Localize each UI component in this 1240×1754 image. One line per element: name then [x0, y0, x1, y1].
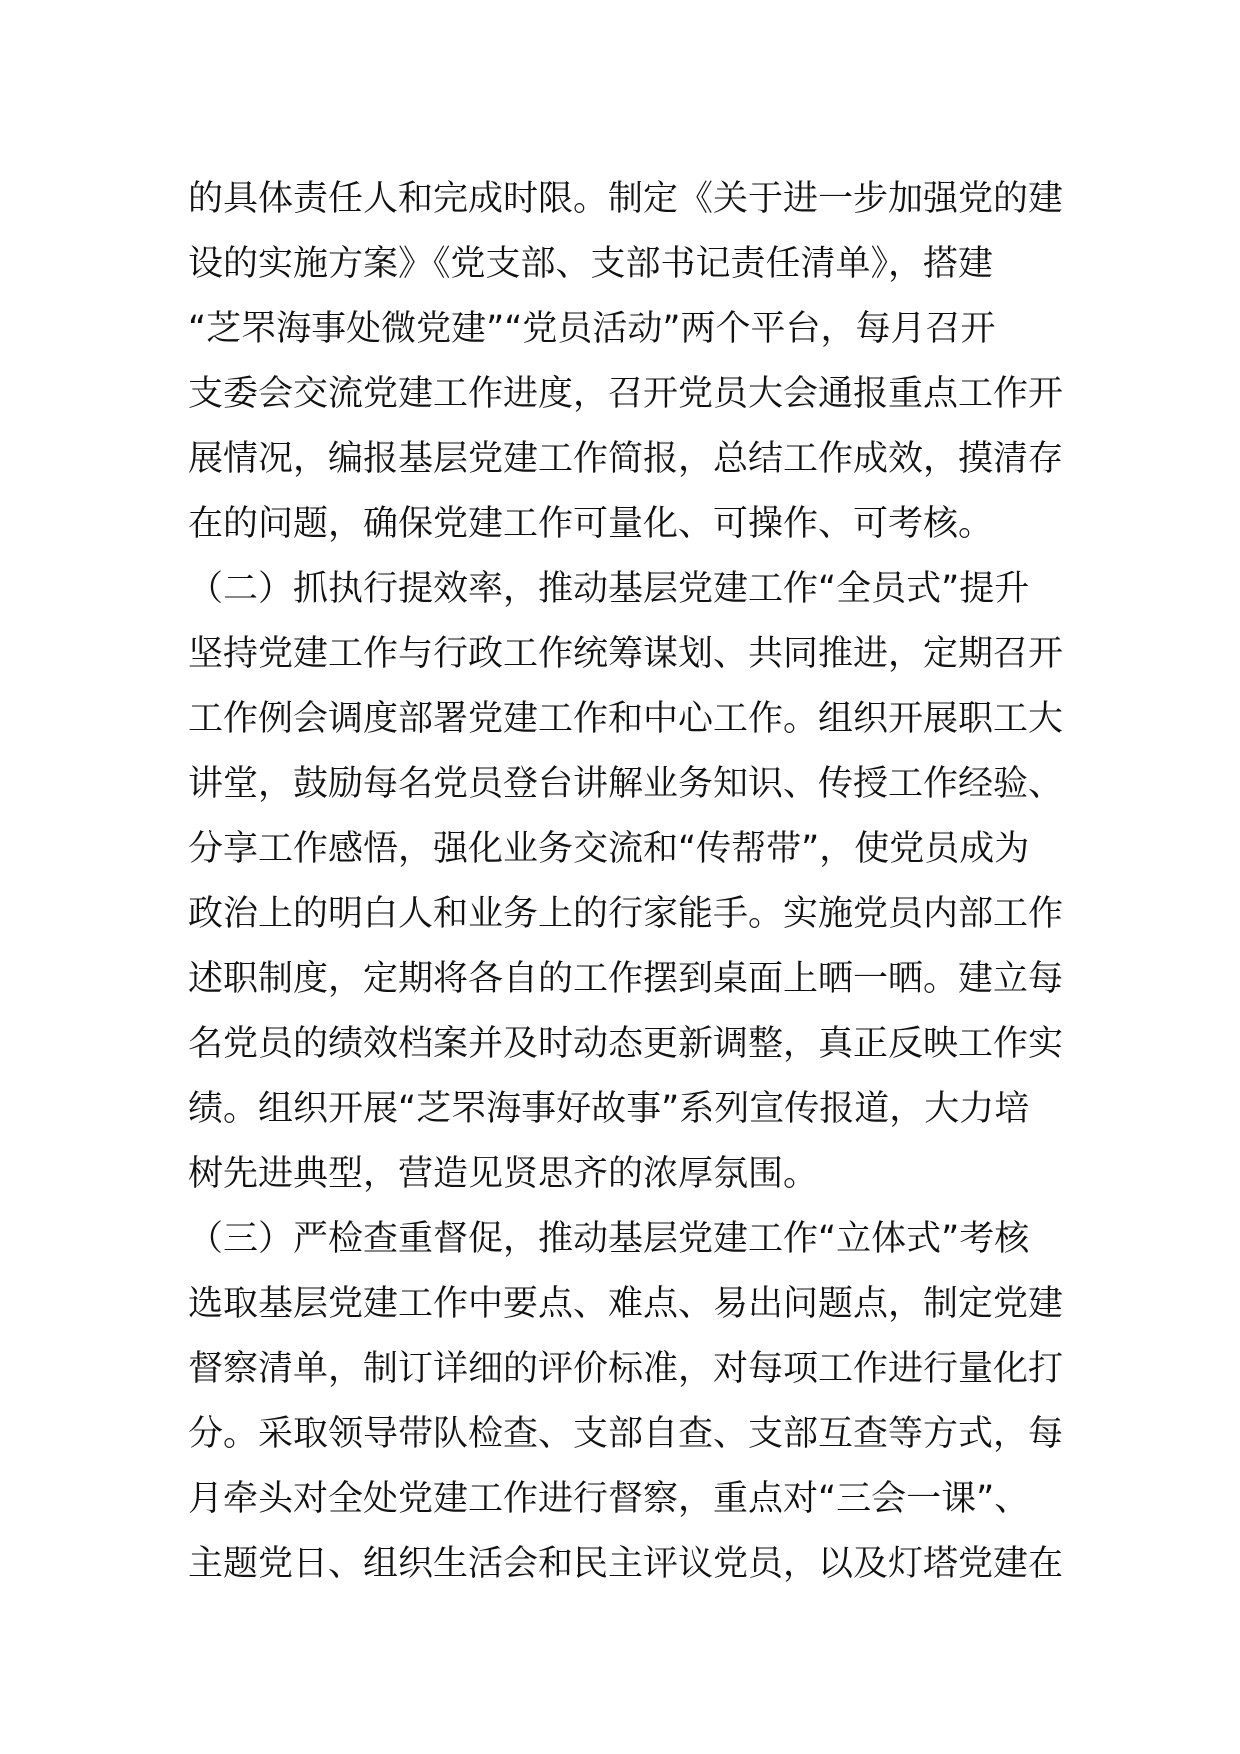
text-line: 的具体责任人和完成时限。制定《关于进一步加强党的建 — [188, 179, 1064, 219]
text-line: 坚持党建工作与行政工作统筹谋划、共同推进，定期召开 — [188, 634, 1064, 674]
text-line: 讲堂，鼓励每名党员登台讲解业务知识、传授工作经验、 — [188, 764, 1064, 804]
text-line: 设的实施方案》《党支部、支部书记责任清单》，搭建 — [188, 244, 994, 284]
text-line: 绩。组织开展“芝罘海事好故事”系列宣传报道，大力培 — [188, 1089, 1030, 1129]
text-line: 名党员的绩效档案并及时动态更新调整，真正反映工作实 — [188, 1024, 1064, 1064]
text-line: 展情况，编报基层党建工作简报，总结工作成效，摸清存 — [188, 439, 1064, 479]
section-heading: （三）严检查重督促，推动基层党建工作“立体式”考核 — [188, 1219, 1030, 1259]
text-line: “芝罘海事处微党建”“党员活动”两个平台，每月召开 — [188, 309, 996, 349]
text-line: 分享工作感悟，强化业务交流和“传帮带”，使党员成为 — [188, 829, 1030, 869]
text-line: 月牵头对全处党建工作进行督察，重点对“三会一课”、 — [188, 1479, 1030, 1519]
text-line: 工作例会调度部署党建工作和中心工作。组织开展职工大 — [188, 699, 1064, 739]
text-line: 分。采取领导带队检查、支部自查、支部互查等方式，每 — [188, 1414, 1064, 1454]
text-line: 树先进典型，营造见贤思齐的浓厚氛围。 — [188, 1154, 819, 1194]
body-text — [188, 167, 1068, 1597]
section-heading: （二）抓执行提效率，推动基层党建工作“全员式”提升 — [188, 569, 1030, 609]
text-line: 主题党日、组织生活会和民主评议党员，以及灯塔党建在 — [188, 1544, 1064, 1584]
text-line: 政治上的明白人和业务上的行家能手。实施党员内部工作 — [188, 894, 1064, 934]
text-line: 支委会交流党建工作进度，召开党员大会通报重点工作开 — [188, 374, 1064, 414]
text-line: 督察清单，制订详细的评价标准，对每项工作进行量化打 — [188, 1349, 1064, 1389]
text-line: 选取基层党建工作中要点、难点、易出问题点，制定党建 — [188, 1284, 1064, 1324]
text-line: 述职制度，定期将各自的工作摆到桌面上晒一晒。建立每 — [188, 959, 1064, 999]
text-line: 在的问题，确保党建工作可量化、可操作、可考核。 — [188, 504, 994, 544]
